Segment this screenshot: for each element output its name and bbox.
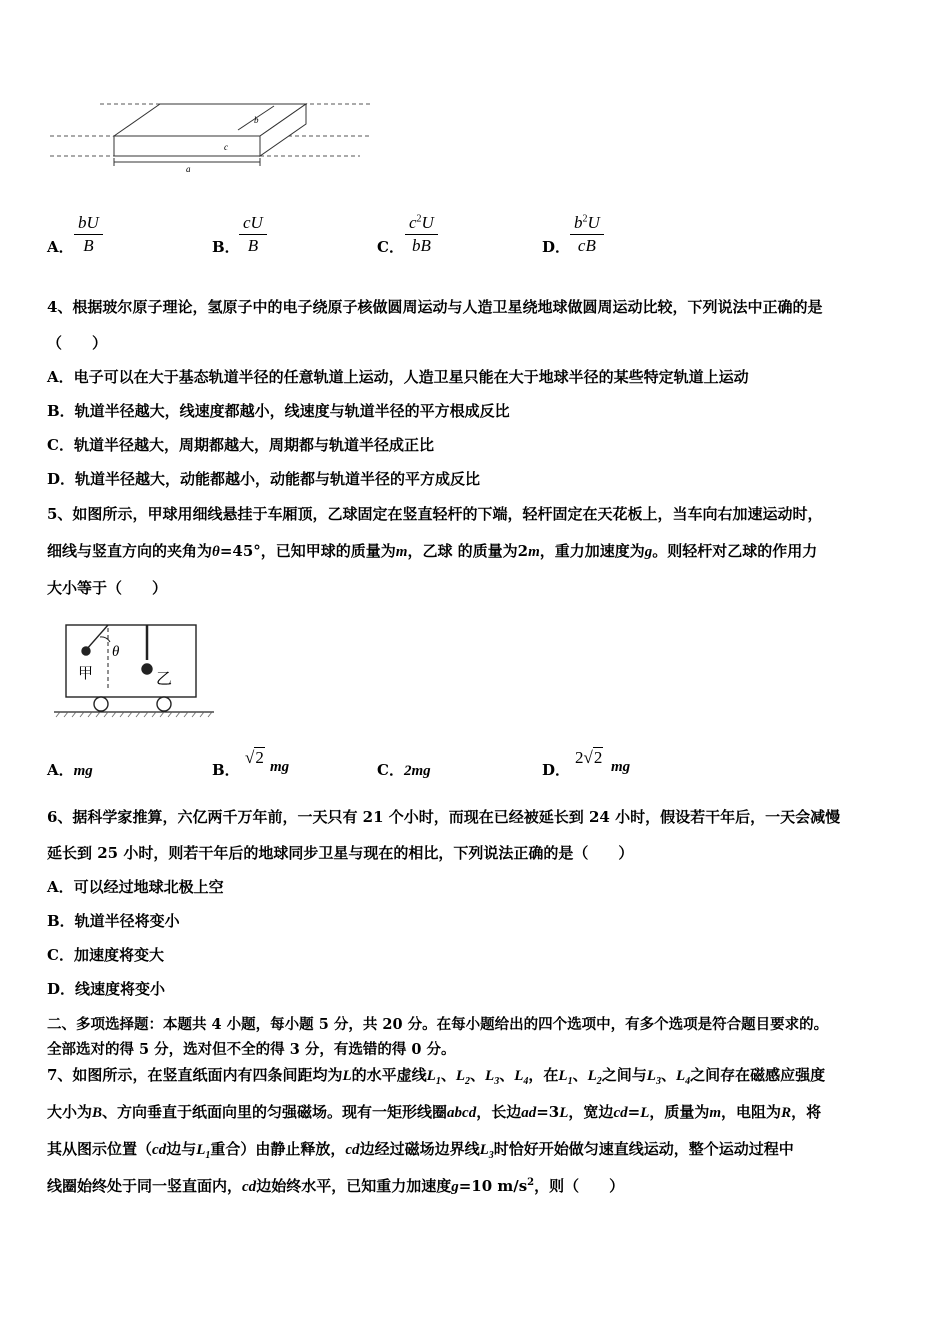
cd-symbol: cd [613,1105,628,1121]
q3-option-b-label[interactable]: B． [212,238,240,256]
L1 [426,1068,441,1087]
mass-symbol: m [395,544,408,560]
q7-l2-b: 、方向垂直于纸面向里的匀强磁场。现有一矩形线圈 [102,1103,448,1121]
q5-option-c[interactable] [377,759,431,780]
ad-symbol: ad [521,1105,537,1121]
q7-l4-b: 边始终水平，已知重力加速度 [256,1177,452,1195]
section2-line2: 全部选对的得 5 分，选对但不全的得 3 分，有选错的得 0 分。 [47,1041,456,1058]
num-base: b [574,213,583,232]
L: L [426,1068,436,1084]
option-value: mg [73,763,93,779]
option-label: D． [542,761,571,779]
q7-l1-e: 之间存在磁感应强度 [690,1066,826,1084]
q7-l2-f: = [627,1103,641,1121]
L1 [196,1142,211,1161]
L: L [587,1068,597,1084]
q5-l2-c: ，乙球 的质量为2 [407,542,529,560]
L: L [196,1142,206,1158]
L: L [675,1068,686,1084]
sub: 4 [523,1076,529,1087]
q7-l2-c: ，长边 [476,1103,522,1121]
sub: 1 [435,1076,441,1087]
q6-option-a[interactable]: A．可以经过地球北极上空 [47,878,224,896]
sqrt-coefficient: 2 [575,748,584,767]
slab-figure [48,96,378,176]
sub: 4 [685,1076,691,1087]
q7-line1 [47,1064,825,1087]
sub: 3 [494,1076,500,1087]
q7-line2 [47,1101,821,1122]
L4 [514,1068,529,1087]
jia-label: 甲 [78,664,94,682]
label-a: a [186,164,191,174]
g-symbol: g [644,544,653,560]
q6-option-d[interactable]: D．线速度将变小 [47,980,166,998]
q5-option-b-value: mg [270,759,290,775]
L-symbol: L [640,1105,650,1121]
sqrt-radicand: 2 [255,748,264,767]
q3-option-c-fraction [405,213,438,256]
cd-symbol: cd [242,1179,257,1195]
section2-line1: 二、多项选择题：本题共 4 小题，每小题 5 分，共 20 分。在每小题给出的四个选项中，有多个选项是符合题目要求的。 [47,1016,829,1033]
L4 [675,1068,691,1087]
q6-line1: 6、据科学家推算，六亿两千万年前，一天只有 21 个小时，而现在已经被延长到 24 小时，假设若干年后，一天会减慢 [47,808,841,826]
q4-option-c[interactable]: C．轨道半径越大，周期都越大，周期都与轨道半径成正比 [47,436,434,454]
q7-l3-d: 边经过磁场边界线 [359,1140,480,1158]
q7-l2-g: ，质量为 [649,1103,710,1121]
sub: 3 [655,1076,661,1087]
denominator: B [247,236,259,255]
num-exponent: 2 [582,213,588,225]
q5-option-d-sqrt: 2√2 [575,748,603,767]
q7-l2-e: ，宽边 [568,1103,614,1121]
q4-paren: （ ） [47,334,108,352]
q5-option-b[interactable] [212,759,240,780]
q5-l2-d: ，重力加速度为 [539,542,645,560]
numerator: cU [239,213,267,235]
q6-line2: 延长到 25 小时，则若干年后的地球同步卫星与现在的相比，下列说法正确的是（ ） [47,844,634,862]
B-symbol: B [92,1105,103,1121]
q5-option-d[interactable] [542,759,570,780]
q3-option-d-fraction [570,213,604,256]
q7-l4-c: =10 m/s [458,1177,528,1195]
sub: 2 [465,1076,470,1087]
comma: 、 [499,1066,515,1084]
numerator: bU [74,213,103,235]
q5-line2 [47,540,817,561]
q5-line3: 大小等于（ ） [47,579,168,597]
m-symbol: m [709,1105,722,1121]
cd-symbol: cd [345,1142,360,1158]
q6-option-c[interactable]: C．加速度将变大 [47,946,164,964]
theta-label: θ [112,644,120,660]
q5-l2-a: 细线与竖直方向的夹角为 [47,542,213,560]
q7-l1-c: ，在 [528,1066,559,1084]
sub: 2 [596,1076,602,1087]
comma: 、 [660,1066,676,1084]
numerator [570,213,604,235]
sub: 1 [205,1150,211,1161]
q4-option-d[interactable]: D．轨道半径越大，动能都越小，动能都与轨道半径的平方成反比 [47,470,481,488]
option-label: A． [47,761,74,779]
q7-l2-i: ，将 [791,1103,822,1121]
q5-line1: 5、如图所示，甲球用细线悬挂于车厢顶，乙球固定在竖直轻杆的下端，轻杆固定在天花板上，当车向右加速运动时， [47,505,823,523]
q4-stem: 4、根据玻尔原子理论，氢原子中的电子绕原子核做圆周运动与人造卫星绕地球做圆周运动比较，下列说法中正确的是 [47,298,823,316]
q3-option-a-label[interactable]: A． [47,238,74,256]
num-rest: U [587,213,600,232]
R-symbol: R [781,1105,792,1121]
q7-line3 [47,1138,794,1161]
L3 [485,1068,500,1087]
q7-l3-e: 时恰好开始做匀速直线运动，整个运动过程中 [493,1140,794,1158]
L-symbol: L [342,1068,352,1084]
L: L [514,1068,524,1084]
sqrt-radicand: 2 [593,748,603,767]
label-b: b [254,115,259,125]
sub: 1 [567,1076,573,1087]
q7-l3-b: 边与 [166,1140,197,1158]
cd-symbol: cd [152,1142,167,1158]
num-rest: U [421,213,434,232]
theta-symbol: θ [212,544,220,560]
num-exponent: 2 [416,213,422,225]
L2 [455,1068,470,1087]
num-base: c [409,213,417,232]
q7-l3-a: 其从图示位置（ [47,1140,153,1158]
L: L [455,1068,465,1084]
q7-l4-a: 线圈始终处于同一竖直面内， [47,1177,243,1195]
L: L [479,1142,489,1158]
L3 [646,1068,661,1087]
sub: 3 [488,1150,494,1161]
q7-l1-b: 的水平虚线 [351,1066,427,1084]
L: L [646,1068,656,1084]
q7-l2-a: 大小为 [47,1103,93,1121]
yi-label: 乙 [156,669,173,688]
q3-option-c-label[interactable]: C． [377,238,404,256]
q5-option-b-sqrt: √2 [245,748,264,767]
q3-option-a-fraction [74,213,103,256]
q5-option-d-value: mg [611,759,631,775]
q7-l1-a: 7、如图所示，在竖直纸面内有四条间距均为 [47,1066,343,1084]
denominator: bB [411,236,431,255]
q7-l2-d: =3 [536,1103,560,1121]
q7-l3-c: 重合）由静止释放， [210,1140,346,1158]
denominator: cB [577,236,596,255]
comma: 、 [572,1066,588,1084]
numerator [405,213,438,235]
L2 [587,1068,602,1087]
q7-l2-h: ，电阻为 [721,1103,782,1121]
q4-option-a[interactable]: A．电子可以在大于基态轨道半径的任意轨道上运动，人造卫星只能在大于地球半径的某些特定轨道上运动 [47,368,749,386]
L: L [485,1068,495,1084]
q4-option-b[interactable]: B．轨道半径越大，线速度都越小，线速度与轨道半径的平方根成反比 [47,402,510,420]
L3 [479,1142,494,1161]
label-c: c [224,142,228,152]
q7-l4-d: ，则（ ） [534,1177,625,1195]
option-value: 2mg [403,763,431,779]
q3-option-b-fraction [239,213,267,256]
abcd-symbol: abcd [447,1105,477,1121]
option-label: C． [377,761,404,779]
q5-l2-e: 。则轻杆对乙球的作用力 [652,542,818,560]
q5-option-a[interactable] [47,759,93,780]
L1 [558,1068,573,1087]
q7-line4 [47,1175,624,1196]
comma: 、 [440,1066,456,1084]
denominator: B [83,236,94,255]
option-label: B． [212,761,240,779]
cart-figure [52,620,217,720]
comma: 、 [470,1066,486,1084]
q7-l4-sup: 2 [527,1177,535,1188]
q6-option-b[interactable]: B．轨道半径将变小 [47,912,180,930]
L: L [558,1068,568,1084]
q3-option-d-label[interactable]: D． [542,238,571,256]
L-symbol: L [559,1105,569,1121]
g-symbol: g [451,1179,459,1195]
mass-symbol-2: m [528,544,540,560]
q7-l1-d: 之间与 [601,1066,647,1084]
q5-l2-b: =45°，已知甲球的质量为 [219,542,396,560]
